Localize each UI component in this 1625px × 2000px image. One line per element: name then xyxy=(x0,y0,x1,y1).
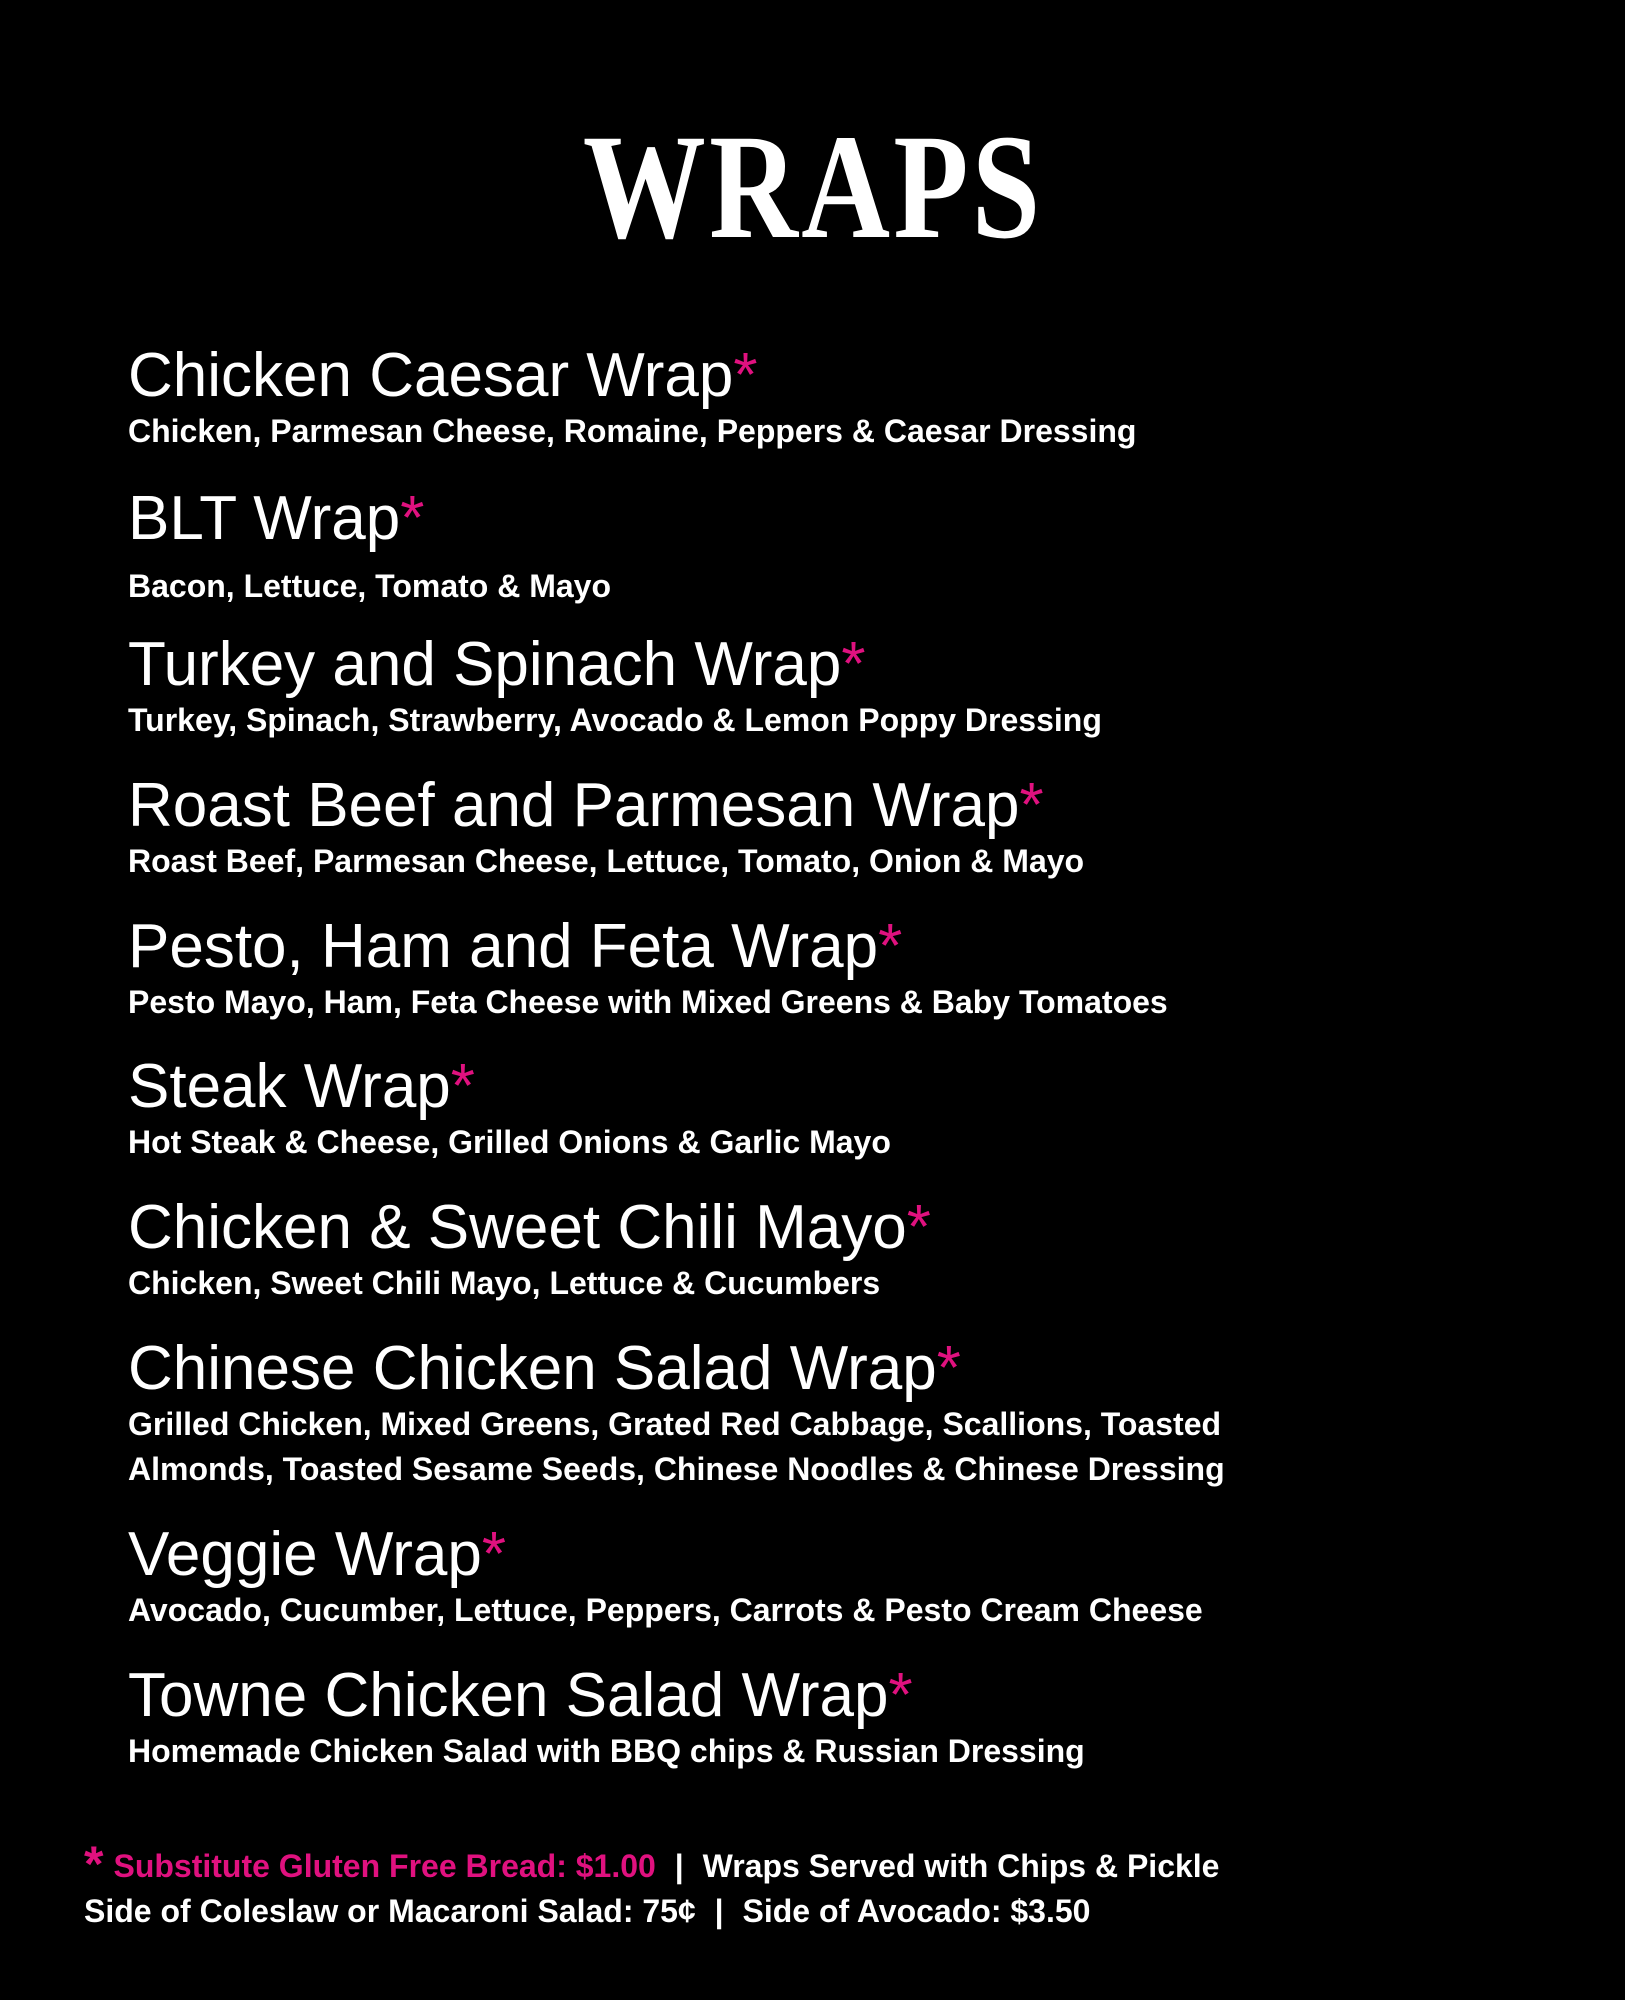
item-name: Veggie Wrap* xyxy=(128,1520,507,1589)
item-name: Towne Chicken Salad Wrap* xyxy=(128,1661,913,1730)
menu-item-steak-wrap xyxy=(128,1054,1528,1165)
side-salad-price: Side of Coleslaw or Macaroni Salad: 75¢ xyxy=(84,1893,696,1929)
side-avocado-price: Side of Avocado: $3.50 xyxy=(742,1893,1091,1929)
item-name: Pesto, Ham and Feta Wrap* xyxy=(128,912,903,981)
asterisk-marker: * xyxy=(906,1193,931,1262)
item-name: BLT Wrap* xyxy=(128,484,425,553)
menu-item-roast-beef-parmesan-wrap xyxy=(128,773,1528,884)
item-name: Chicken & Sweet Chili Mayo* xyxy=(128,1193,931,1262)
item-name: Turkey and Spinach Wrap* xyxy=(128,630,866,699)
asterisk-marker: * xyxy=(400,484,425,553)
menu-item-turkey-spinach-wrap xyxy=(128,632,1528,743)
menu-item-chinese-chicken-salad-wrap xyxy=(128,1336,1528,1492)
separator: | xyxy=(674,1848,684,1884)
item-description: Chicken, Parmesan Cheese, Romaine, Peppers & Caesar Dressing xyxy=(128,413,1137,449)
menu-item-blt-wrap xyxy=(128,486,1528,609)
menu-item-towne-chicken-salad-wrap xyxy=(128,1663,1528,1774)
asterisk-marker: * xyxy=(84,1836,104,1892)
asterisk-marker: * xyxy=(481,1520,507,1589)
item-description: Grilled Chicken, Mixed Greens, Grated Red Cabbage, Scallions, Toasted xyxy=(128,1406,1222,1442)
menu-item-pesto-ham-feta-wrap xyxy=(128,914,1528,1025)
item-description: Chicken, Sweet Chili Mayo, Lettuce & Cucumbers xyxy=(128,1265,881,1301)
gluten-free-note: Substitute Gluten Free Bread: $1.00 xyxy=(113,1848,656,1884)
asterisk-marker: * xyxy=(733,341,758,410)
footer-line-1 xyxy=(84,1836,1534,1892)
item-description: Roast Beef, Parmesan Cheese, Lettuce, Tomato, Onion & Mayo xyxy=(128,843,1085,879)
item-description: Bacon, Lettuce, Tomato & Mayo xyxy=(128,568,612,604)
item-description: Almonds, Toasted Sesame Seeds, Chinese Noodles & Chinese Dressing xyxy=(128,1451,1225,1487)
item-description: Homemade Chicken Salad with BBQ chips & Russian Dressing xyxy=(128,1733,1085,1769)
menu-item-chicken-sweet-chili-mayo xyxy=(128,1195,1528,1306)
item-description: Turkey, Spinach, Strawberry, Avocado & Lemon Poppy Dressing xyxy=(128,702,1102,738)
item-name: Steak Wrap* xyxy=(128,1052,475,1121)
item-name: Roast Beef and Parmesan Wrap* xyxy=(128,771,1044,840)
menu-item-veggie-wrap xyxy=(128,1522,1528,1633)
item-name: Chicken Caesar Wrap* xyxy=(128,341,758,410)
asterisk-marker: * xyxy=(878,912,903,981)
footer-line-2 xyxy=(84,1889,1534,1934)
asterisk-marker: * xyxy=(936,1334,961,1403)
separator: | xyxy=(714,1893,724,1929)
item-description: Avocado, Cucumber, Lettuce, Peppers, Carrots & Pesto Cream Cheese xyxy=(128,1592,1203,1628)
asterisk-marker: * xyxy=(888,1661,913,1730)
page-title: WRAPS xyxy=(582,104,1044,270)
item-name: Chinese Chicken Salad Wrap* xyxy=(128,1334,961,1403)
menu-item-chicken-caesar-wrap xyxy=(128,343,1528,454)
item-description: Hot Steak & Cheese, Grilled Onions & Garlic Mayo xyxy=(128,1124,891,1160)
item-description: Pesto Mayo, Ham, Feta Cheese with Mixed Greens & Baby Tomatoes xyxy=(128,984,1168,1020)
served-with-note: Wraps Served with Chips & Pickle xyxy=(702,1848,1220,1884)
asterisk-marker: * xyxy=(1019,771,1044,840)
asterisk-marker: * xyxy=(841,630,866,699)
asterisk-marker: * xyxy=(450,1052,475,1121)
footer-notes xyxy=(84,1836,1534,1934)
